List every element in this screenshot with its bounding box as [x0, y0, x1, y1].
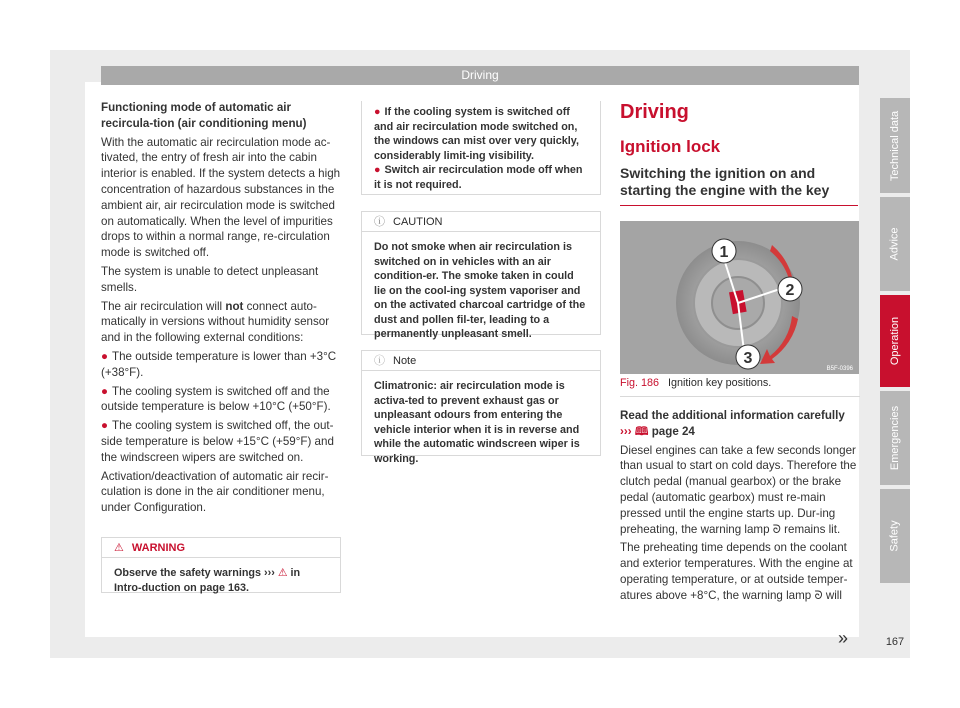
- bullet-icon: ●: [374, 164, 381, 176]
- right-column-body: [620, 408, 860, 607]
- read-more-heading: Read the additional information carefully: [620, 409, 845, 422]
- warning-triangle-icon: ⚠: [277, 567, 288, 579]
- subsection-title: Switching the ignition on and starting the engine with the key: [620, 165, 830, 198]
- position-marker-2: 2: [785, 282, 795, 299]
- tab-operation[interactable]: Operation: [880, 295, 910, 387]
- paragraph: The system is unable to detect unpleasant smells.: [101, 264, 319, 294]
- warning-continuation-box: [361, 101, 601, 195]
- note-header: ⓘ Note: [362, 351, 600, 371]
- continue-arrow-icon: »: [838, 628, 849, 648]
- list-item: ● The cooling system is switched off and the outside temperature is below +10°C (+50°F).: [101, 384, 331, 414]
- tab-emergencies[interactable]: Emergencies: [880, 391, 910, 485]
- chapter-title: Driving: [620, 101, 689, 123]
- ignition-lock-illustration: [620, 221, 859, 374]
- paragraph: With the automatic air recirculation mode ac-tivated, the entry of fresh air into the cabin interior is enabled. If the system detects a high concentration of hazardous substances in the ambient air, air recirculation mode is switched on automatically. When the level of impurities drops to within a normal range, re-circulation mode is switched off.: [101, 135, 341, 260]
- tab-safety[interactable]: Safety: [880, 489, 910, 583]
- note-text: Climatronic: air recirculation mode is activa-ted to prevent exhaust gas or unpleasant odours from entering the vehicle interior when it is in reverse and while the automatic windscreen wiper is working.: [374, 380, 580, 465]
- caution-circle-icon: ⓘ: [374, 215, 385, 228]
- page-header: Driving: [101, 66, 859, 85]
- figure-divider: [620, 396, 860, 397]
- paragraph: Diesel engines can take a few seconds longer than usual to start on cold days. Therefore the clutch pedal (manual gearbox) or the brake pedal (automatic gearbox) must re-main pressed until the engine starts up. Dur-ing preheating, the warning lamp ᘐ remains lit.: [620, 443, 857, 536]
- position-marker-1: 1: [719, 244, 729, 261]
- caution-text: Do not smoke when air recirculation is switched on in vehicles with an air condition-er. The smoke taken in could lie on the cool-ing system vaporiser and on the activated charcoal cartridge of the dust and pollen fil-ter, leading to a permanently unpleasant smell.: [374, 241, 586, 340]
- bullet-icon: ●: [101, 384, 109, 398]
- tab-technical-data[interactable]: Technical data: [880, 98, 910, 193]
- position-marker-3: 3: [743, 350, 753, 367]
- list-item: ● The cooling system is switched off, the out-side temperature is below +15°C (+59°F) and the windscreen wipers are switched on.: [101, 419, 334, 464]
- caution-box: [361, 211, 601, 340]
- warning-box: [101, 537, 341, 593]
- ignition-lock-figure: [620, 221, 859, 374]
- right-column-headings: [620, 101, 860, 206]
- note-icon: ⓘ: [374, 354, 385, 367]
- preheat-lamp-icon: ᘐ: [772, 522, 781, 536]
- section-heading: Functioning mode of automatic air recircula-tion (air conditioning menu): [101, 101, 307, 130]
- figure-caption: Fig. 186 Ignition key positions.: [620, 377, 772, 389]
- paragraph: Activation/deactivation of automatic air recir-culation is done in the air conditioner menu, under Configuration.: [101, 469, 329, 515]
- warning-triangle-icon: ⚠: [114, 541, 124, 554]
- list-item: ● If the cooling system is switched off and air recirculation mode switched on, the windows can mist over very quickly, considerably limit-ing visibility.: [374, 106, 580, 162]
- read-more-link[interactable]: ››› 🕮 page 24: [620, 424, 695, 438]
- caution-header: ⓘ CAUTION: [362, 212, 600, 232]
- tab-advice[interactable]: Advice: [880, 197, 910, 291]
- heading-divider: [620, 205, 858, 206]
- paragraph: The air recirculation will not connect auto-matically in versions without humidity sensor and in the following external conditions:: [101, 299, 330, 345]
- list-item: ● Switch air recirculation mode off when it is not required.: [374, 164, 583, 191]
- bullet-icon: ●: [374, 106, 381, 118]
- preheat-lamp-icon: ᘐ: [814, 588, 823, 602]
- warning-text: Observe the safety warnings ››› ⚠ in Intro-duction on page 163.: [114, 567, 301, 594]
- page-number: 167: [885, 636, 905, 648]
- bullet-icon: ●: [101, 419, 109, 433]
- figure-code: B5F-0396: [826, 366, 853, 372]
- book-icon: 🕮: [634, 424, 649, 438]
- section-title: Ignition lock: [620, 137, 721, 156]
- list-item: ● The outside temperature is lower than +3°C (+38°F).: [101, 349, 337, 379]
- note-box: [361, 350, 601, 465]
- warning-header: ⚠ WARNING: [102, 538, 340, 558]
- left-column: [101, 100, 341, 519]
- paragraph: The preheating time depends on the coolant and exterior temperatures. With the engine at operating temperature, or at outside temper-atures above +8°C, the warning lamp ᘐ will: [620, 541, 853, 602]
- bullet-icon: ●: [101, 349, 109, 363]
